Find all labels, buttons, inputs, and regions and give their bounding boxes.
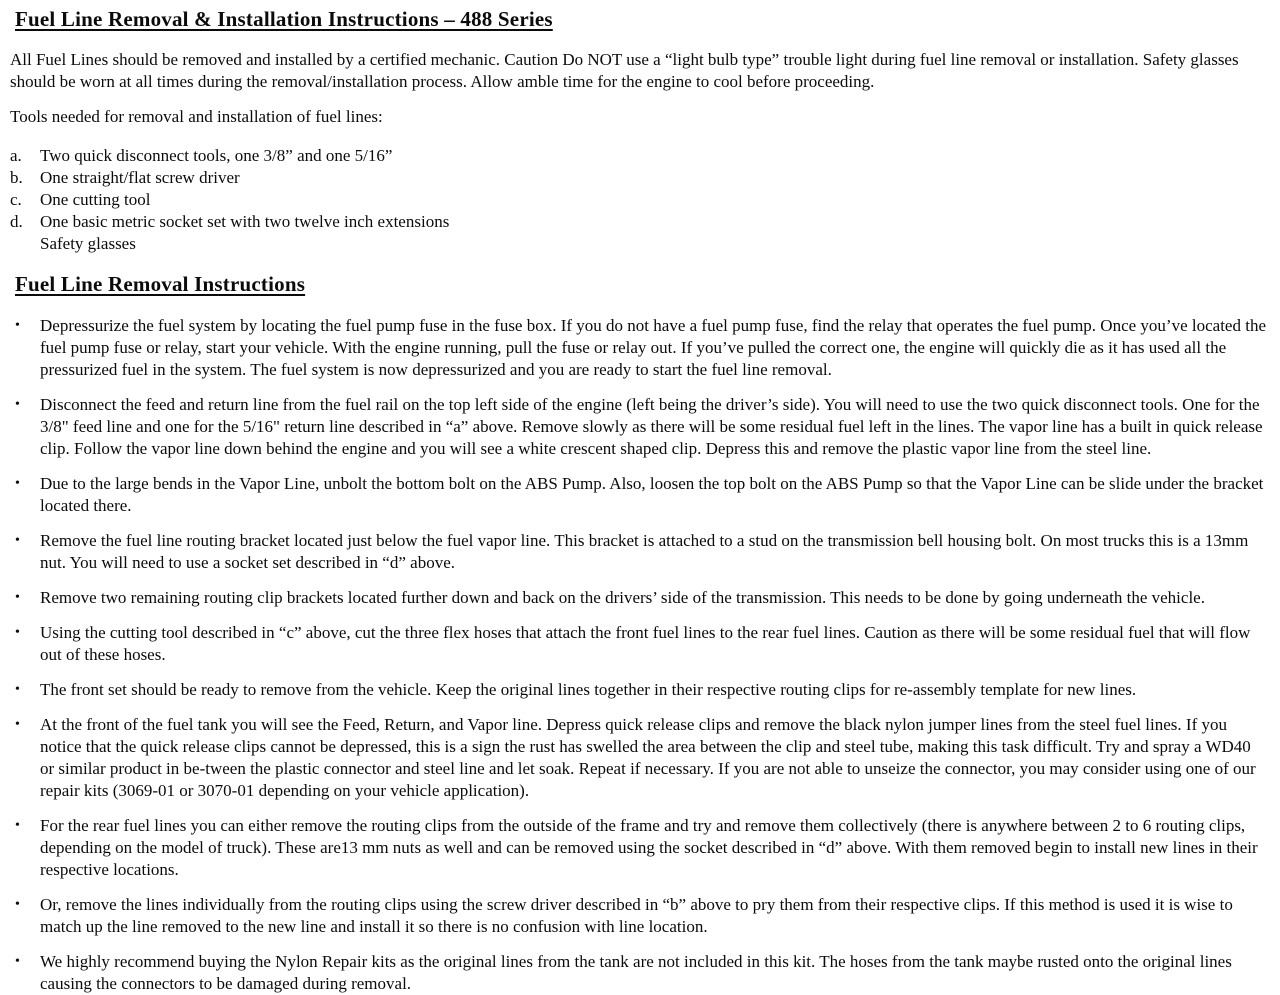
tools-heading: Tools needed for removal and installation of fuel lines: bbox=[10, 107, 383, 126]
bullet-icon: • bbox=[15, 590, 20, 605]
tool-item-text: One straight/flat screw driver bbox=[40, 168, 240, 187]
instruction-text: Remove the fuel line routing bracket located just below the fuel vapor line. This bracket is attached to a stud on the transmission bell housing bolt. On most trucks this is a 13mm nut. You will need to use a socket set described in “d” above. bbox=[40, 531, 1249, 572]
instruction-item bbox=[10, 473, 1266, 517]
tools-list bbox=[10, 145, 1266, 255]
bullet-icon: • bbox=[15, 397, 20, 412]
instruction-item bbox=[10, 894, 1266, 938]
instruction-item bbox=[10, 315, 1266, 381]
tool-item bbox=[10, 189, 1266, 211]
bullet-icon: • bbox=[15, 682, 20, 697]
instruction-item bbox=[10, 679, 1266, 701]
instruction-item bbox=[10, 587, 1266, 609]
instruction-text: For the rear fuel lines you can either remove the routing clips from the outside of the frame and try and remove them collectively (there is anywhere between 2 to 6 routing clips, depending on the model of truck). These are13 mm nuts as well and can be removed using the socket described in “d” above. With them removed begin to install new lines in their respective locations. bbox=[40, 816, 1258, 879]
section-heading: Fuel Line Removal Instructions bbox=[15, 272, 306, 296]
bullet-icon: • bbox=[15, 818, 20, 833]
instruction-text: The front set should be ready to remove from the vehicle. Keep the original lines together in their respective routing clips for re-assembly template for new lines. bbox=[40, 680, 1137, 699]
instruction-text: Due to the large bends in the Vapor Line, unbolt the bottom bolt on the ABS Pump. Also, loosen the top bolt on the ABS Pump so that the Vapor Line can be slide under the bracket located there. bbox=[40, 474, 1264, 515]
bullet-icon: • bbox=[15, 717, 20, 732]
tool-item bbox=[10, 211, 1266, 255]
tool-item-letter: d. bbox=[10, 212, 23, 231]
instruction-item bbox=[10, 815, 1266, 881]
tool-item-text: One cutting tool bbox=[40, 190, 151, 209]
bullet-icon: • bbox=[15, 476, 20, 491]
instructions-list bbox=[10, 315, 1266, 995]
instruction-item bbox=[10, 714, 1266, 802]
instruction-item bbox=[10, 951, 1266, 995]
tool-item-letter: c. bbox=[10, 190, 22, 209]
tool-item-letter: a. bbox=[10, 146, 22, 165]
tool-item bbox=[10, 145, 1266, 167]
tool-item-text-line: One basic metric socket set with two twelve inch extensions bbox=[40, 212, 450, 231]
instruction-text: Remove two remaining routing clip brackets located further down and back on the drivers’ side of the transmission. This needs to be done by going underneath the vehicle. bbox=[40, 588, 1205, 607]
bullet-icon: • bbox=[15, 625, 20, 640]
bullet-icon: • bbox=[15, 954, 20, 969]
intro-paragraph: All Fuel Lines should be removed and installed by a certified mechanic. Caution Do NOT use a “light bulb type” trouble light during fuel line removal or installation. Safety glasses should be worn at all times during the removal/installation process. Allow amble time for the engine to cool before proceeding. bbox=[10, 50, 1239, 91]
instruction-text: Depressurize the fuel system by locating the fuel pump fuse in the fuse box. If you do not have a fuel pump fuse, find the relay that operates the fuel pump. Once you’ve located the fuel pump fuse or relay, start your vehicle. With the engine running, pull the fuse or relay out. If you’ve pulled the correct one, the engine will quickly die as it has used all the pressurized fuel in the system. The fuel system is now depressurized and you are ready to start the fuel line removal. bbox=[40, 316, 1266, 379]
tool-item bbox=[10, 167, 1266, 189]
bullet-icon: • bbox=[15, 533, 20, 548]
tool-item-text-line: Safety glasses bbox=[40, 234, 136, 253]
instruction-item bbox=[10, 530, 1266, 574]
bullet-icon: • bbox=[15, 897, 20, 912]
tool-item-text: Two quick disconnect tools, one 3/8” and one 5/16” bbox=[40, 146, 393, 165]
instruction-text: Disconnect the feed and return line from the fuel rail on the top left side of the engine (left being the driver’s side). You will need to use the two quick disconnect tools. One for the 3/8" feed line and one for the 5/16" return line described in “a” above. Remove slowly as there will be some residual fuel left in the lines. The vapor line has a built in quick release clip. Follow the vapor line down behind the engine and you will see a white crescent shaped clip. Depress this and remove the plastic vapor line from the steel line. bbox=[40, 395, 1263, 458]
instruction-item bbox=[10, 622, 1266, 666]
instruction-text: Using the cutting tool described in “c” above, cut the three flex hoses that attach the front fuel lines to the rear fuel lines. Caution as there will be some residual fuel that will flow out of these hoses. bbox=[40, 623, 1251, 664]
instruction-item bbox=[10, 394, 1266, 460]
page-title: Fuel Line Removal & Installation Instructions – 488 Series bbox=[15, 7, 553, 31]
instruction-text: We highly recommend buying the Nylon Repair kits as the original lines from the tank are not included in this kit. The hoses from the tank maybe rusted onto the original lines causing the connectors to be damaged during removal. bbox=[40, 952, 1232, 993]
tool-item-text bbox=[40, 211, 449, 255]
instruction-text: At the front of the fuel tank you will see the Feed, Return, and Vapor line. Depress quick release clips and remove the black nylon jumper lines from the steel fuel lines. If you notice that the quick release clips cannot be depressed, this is a sign the rust has swelled the area between the clip and steel tube, making this task difficult. Try and spray a WD40 or similar product in be-tween the plastic connector and steel line and let soak. Repeat if necessary. If you are not able to unseize the connector, you may consider using one of our repair kits (3069-01 or 3070-01 depending on your vehicle application). bbox=[40, 715, 1256, 800]
bullet-icon: • bbox=[15, 318, 20, 333]
tool-item-letter: b. bbox=[10, 168, 23, 187]
instruction-text: Or, remove the lines individually from the routing clips using the screw driver described in “b” above to pry them from their respective clips. If this method is used it is wise to match up the line removed to the new line and install it so there is no confusion with line location. bbox=[40, 895, 1233, 936]
